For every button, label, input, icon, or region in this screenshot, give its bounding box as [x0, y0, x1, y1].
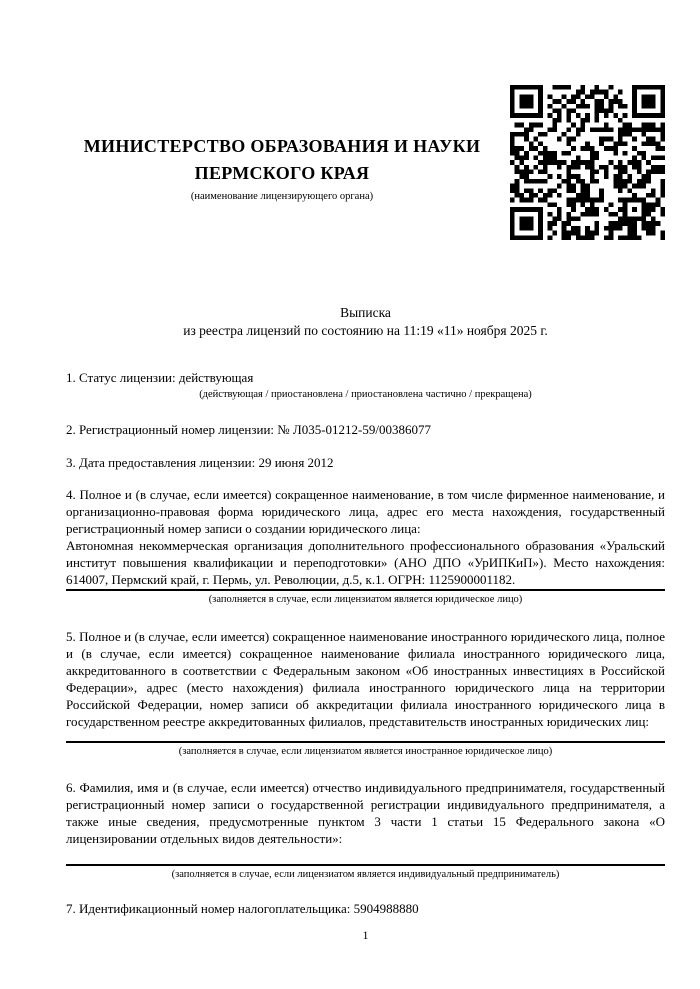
- item-3-license-grant-date: 3. Дата предоставления лицензии: 29 июня 2012: [66, 455, 334, 470]
- extract-subtitle: из реестра лицензий по состоянию на 11:19 «11» ноября 2025 г.: [183, 323, 548, 338]
- page-number: 1: [362, 928, 369, 942]
- extract-title: Выписка: [340, 305, 391, 320]
- item-1-license-status: 1. Статус лицензии: действующая: [66, 370, 254, 385]
- item-5-fill-rule-caption: (заполняется в случае, если лицензиатом является иностранное юридическое лицо): [66, 741, 665, 758]
- licensing-authority-block: [66, 85, 498, 204]
- item-6-individual-entrepreneur-label: 6. Фамилия, имя и (в случае, если имеется) отчество индивидуального предпринимателя, государственный регистрационный номер записи о государственной регистрации индивидуального предпринимателя, а также иные сведения, предусмотренные пунктом 3 части 1 статьи 15 Федерального закона «О лицензировании отдельных видов деятельности»:: [66, 780, 665, 846]
- item-6-fill-rule-caption: (заполняется в случае, если лицензиатом является индивидуальный предприниматель): [66, 864, 665, 881]
- item-4-legal-entity-label: 4. Полное и (в случае, если имеется) сокращенное наименование, в том числе фирменное наименование, и организационно-правовая форма юридического лица, адрес его места нахождения, государственный регистрационный номер записи о создании юридического лица:: [66, 487, 665, 536]
- extract-body: [66, 369, 665, 943]
- item-5-foreign-entity-label: 5. Полное и (в случае, если имеется) сокращенное наименование иностранного юридического лица, полное и (в случае, если имеется) сокращенное наименование филиала иностранного юридического лица, аккредитованного в соответствии с Федеральным законом «Об иностранных инвестициях в Российской Федерации», адрес (место нахождения) филиала иностранного юридического лица на территории Российской Федерации, номер записи об аккредитации филиала иностранного юридического лица в государственном реестре аккредитованных филиалов, представительств иностранных юридических лиц:: [66, 629, 665, 729]
- extract-title-block: [66, 304, 665, 340]
- item-4-legal-entity-value: Автономная некоммерческая организация дополнительного профессионального образования «Уральский институт повышения квалификации и переподготовки» (АНО ДПО «УрИПКиП»). Место нахождения: 614007, Пермский край, г. Пермь, ул. Революции, д.5, к.1. ОГРН: 1125900001182.: [66, 538, 665, 587]
- licensing-authority-caption: (наименование лицензирующего органа): [190, 191, 374, 202]
- item-1-status-options-caption: (действующая / приостановлена / приостановлена частично / прекращена): [199, 389, 532, 400]
- document-header: [66, 0, 665, 240]
- ministry-name-line2: ПЕРМСКОГО КРАЯ: [194, 163, 370, 183]
- item-7-taxpayer-id: 7. Идентификационный номер налогоплательщика: 5904988880: [66, 901, 419, 916]
- item-4-fill-rule-caption: (заполняется в случае, если лицензиатом является юридическое лицо): [66, 589, 665, 606]
- qr-code-image: [510, 85, 665, 240]
- ministry-name-line1: МИНИСТЕРСТВО ОБРАЗОВАНИЯ И НАУКИ: [83, 136, 481, 156]
- item-2-registration-number: 2. Регистрационный номер лицензии: № Л035-01212-59/00386077: [66, 422, 432, 437]
- qr-code: [510, 85, 665, 240]
